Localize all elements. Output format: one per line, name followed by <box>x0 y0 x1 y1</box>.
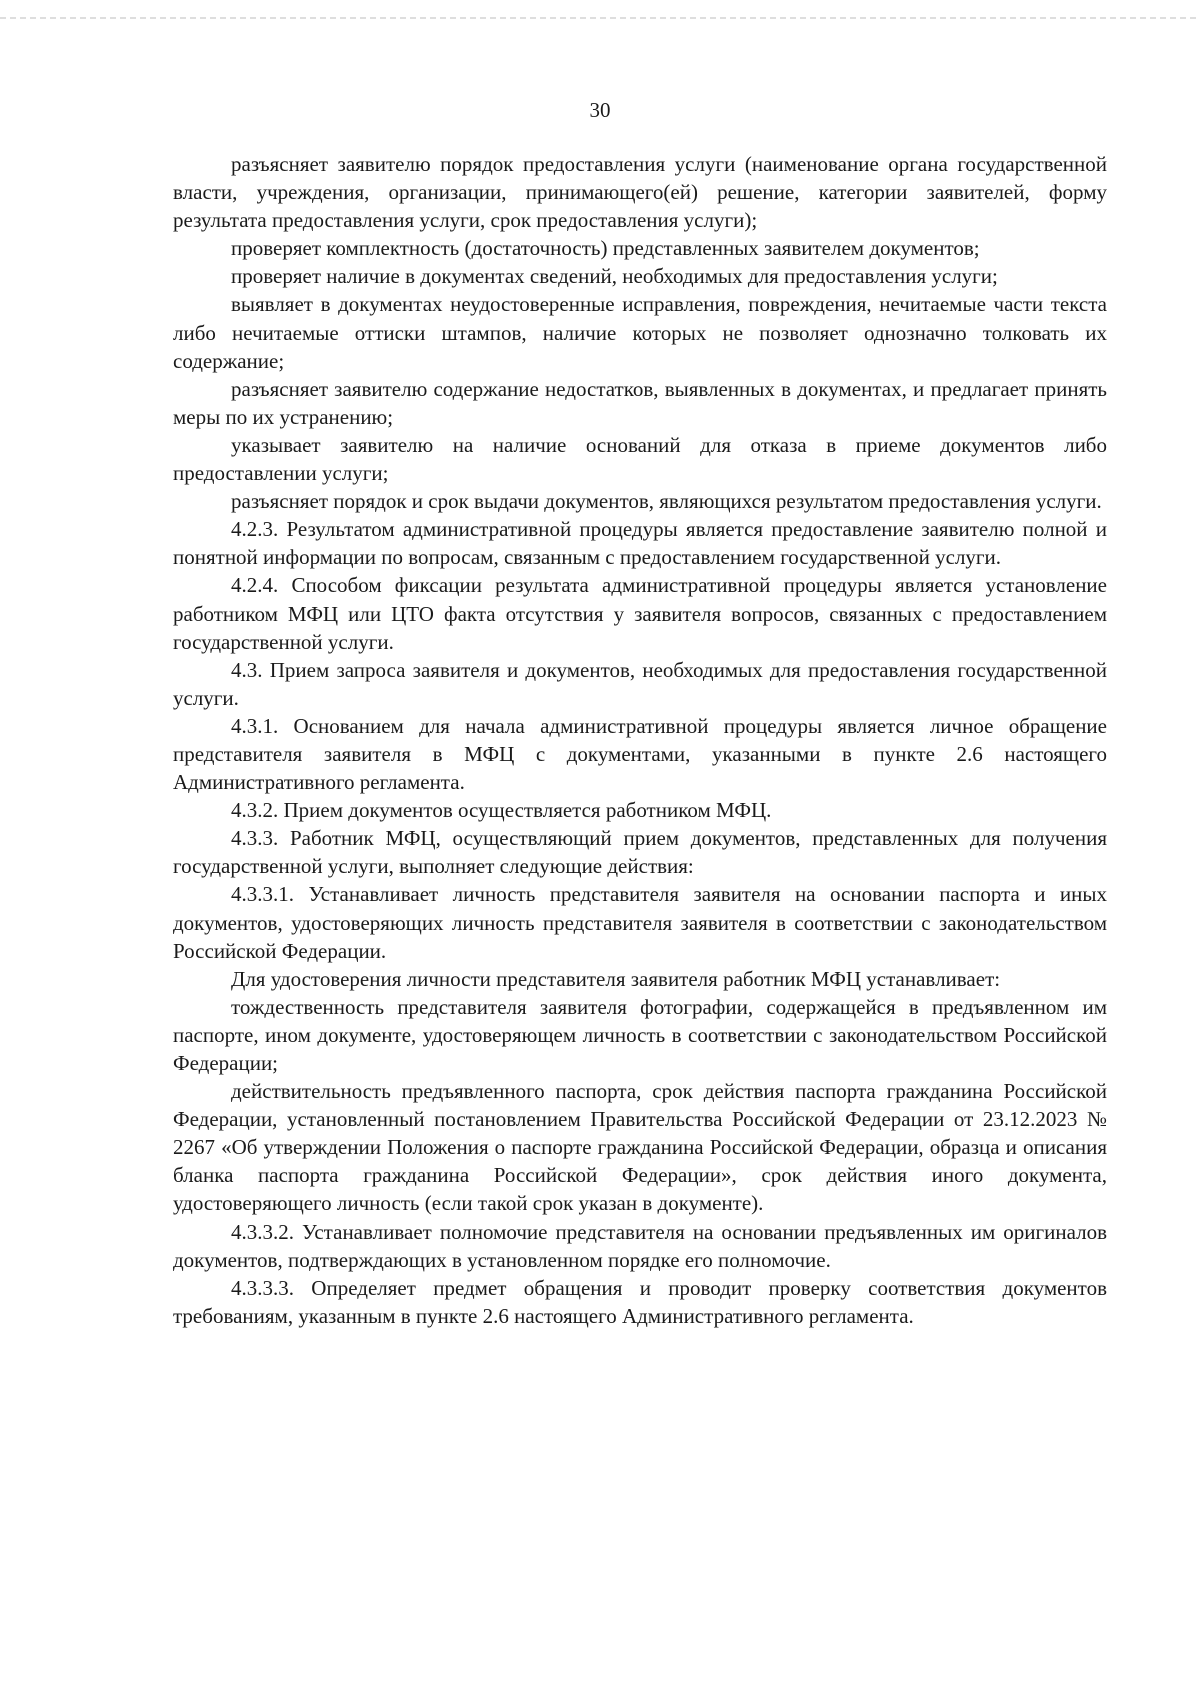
paragraph-issuance-procedure: разъясняет порядок и срок выдачи документов, являющихся результатом предоставления услуги. <box>231 489 1102 514</box>
paragraph-identity-verification: Для удостоверения личности представителя заявителя работник МФЦ устанавливает: <box>231 966 1001 991</box>
paragraph-4-3-2: 4.3.2. Прием документов осуществляется работником МФЦ. <box>231 798 772 823</box>
paragraph-4-2-4: 4.2.4. Способом фиксации результата административной процедуры является установление работником МФЦ или ЦТО факта отсутствия у заявителя вопросов, связанных с предоставлением государственной услуги. <box>173 573 1107 654</box>
paragraph-defects-detection: выявляет в документах неудостоверенные исправления, повреждения, нечитаемые части текста либо нечитаемые оттиски штампов, наличие которых не позволяет однозначно толковать их содержание; <box>173 292 1107 373</box>
paragraph-refusal-grounds: указывает заявителю на наличие оснований для отказа в приеме документов либо предоставлении услуги; <box>173 432 1107 486</box>
paragraph-4-3: 4.3. Прием запроса заявителя и документов, необходимых для предоставления государственной услуги. <box>173 657 1107 710</box>
paragraph-passport-validity: действительность предъявленного паспорта, срок действия паспорта гражданина Российской Федерации, установленный постановлением Правительства Российской Федерации от 23.12.2023 № 2267 «Об утверждении Положения о паспорте гражданина Российской Федерации, образца и описания бланка паспорта гражданина Российской Федерации», срок действия иного документа, удостоверяющего личность (если такой срок указан в документе). <box>173 1079 1107 1216</box>
paragraph-4-3-3-2: 4.3.3.2. Устанавливает полномочие представителя на основании предъявленных им оригиналов документов, подтверждающих в установленном порядке его полномочие. <box>173 1219 1107 1272</box>
paragraph-photo-identity: тождественность представителя заявителя фотографии, содержащейся в предъявленном им паспорте, ином документе, удостоверяющем личность в соответствии с законодательством Российской Федерации; <box>173 994 1107 1075</box>
paragraph-service-procedure-explanation: разъясняет заявителю порядок предоставления услуги (наименование органа государственной власти, учреждения, организации, принимающего(ей) решение, категории заявителей, форму результата предоставления услуги, срок предоставления услуги); <box>173 152 1107 233</box>
paragraph-information-check: проверяет наличие в документах сведений, необходимых для предоставления услуги; <box>231 264 998 289</box>
document-body <box>173 150 1107 1330</box>
scan-edge-artifact <box>0 17 1200 19</box>
paragraph-completeness-check: проверяет комплектность (достаточность) представленных заявителем документов; <box>231 236 980 261</box>
paragraph-4-3-1: 4.3.1. Основанием для начала административной процедуры является личное обращение представителя заявителя в МФЦ с документами, указанными в пункте 2.6 настоящего Административного регламента. <box>173 713 1107 795</box>
paragraph-4-3-3-3: 4.3.3.3. Определяет предмет обращения и проводит проверку соответствия документов требованиям, указанным в пункте 2.6 настоящего Административного регламента. <box>173 1275 1107 1328</box>
paragraph-4-2-3: 4.2.3. Результатом административной процедуры является предоставление заявителю полной и понятной информации по вопросам, связанным с предоставлением государственной услуги. <box>173 517 1107 570</box>
paragraph-shortcomings-explanation: разъясняет заявителю содержание недостатков, выявленных в документах, и предлагает принять меры по их устранению; <box>173 376 1107 429</box>
paragraph-4-3-3: 4.3.3. Работник МФЦ, осуществляющий прием документов, представленных для получения государственной услуги, выполняет следующие действия: <box>173 826 1107 879</box>
paragraph-4-3-3-1: 4.3.3.1. Устанавливает личность представителя заявителя на основании паспорта и иных документов, удостоверяющих личность представителя заявителя в соответствии с законодательством Российской Федерации. <box>173 882 1107 963</box>
page-number: 30 <box>589 98 611 122</box>
